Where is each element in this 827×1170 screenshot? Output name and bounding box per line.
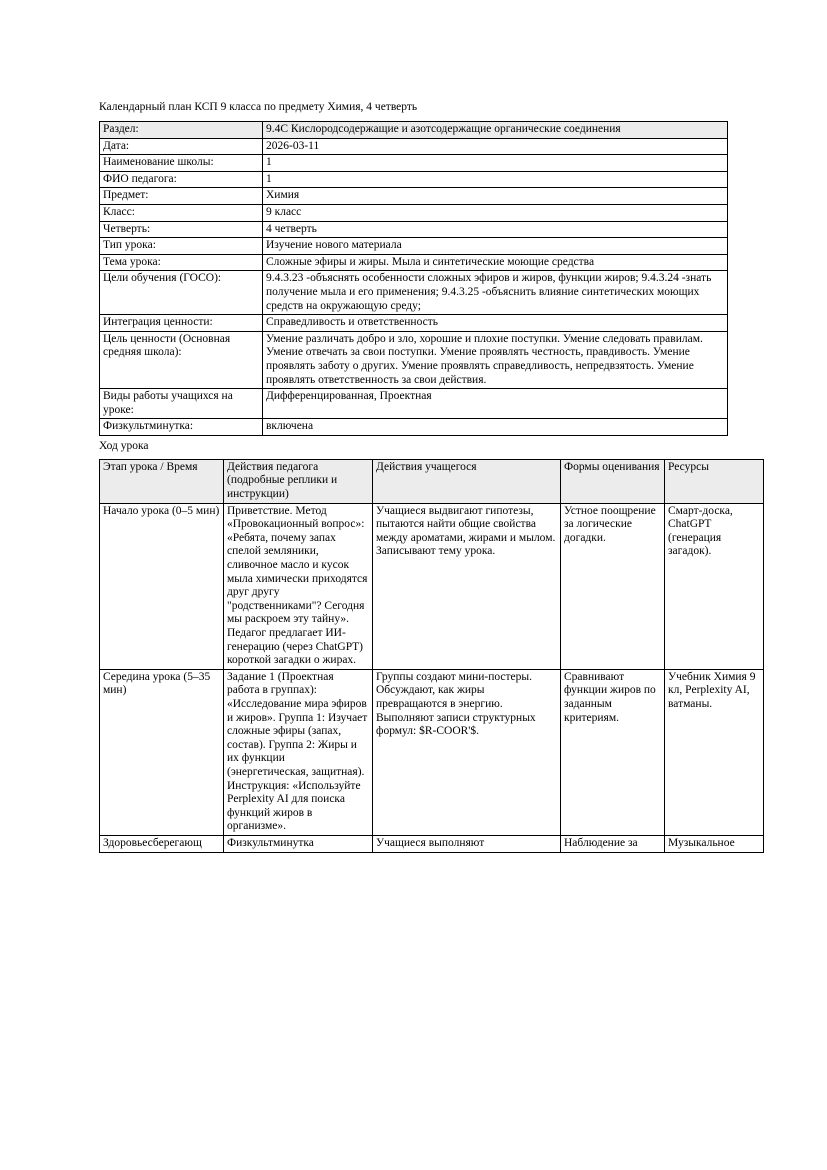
flow-table-header-row xyxy=(100,459,764,503)
info-row-value: 1 xyxy=(263,171,728,188)
table-row xyxy=(100,315,728,332)
info-row-value: Сложные эфиры и жиры. Мыла и синтетические моющие средства xyxy=(263,254,728,271)
info-row-value: Умение различать добро и зло, хорошие и плохие поступки. Умение следовать правилам. Умение отвечать за свои поступки. Умение проявлять честность, правдивость. Умение проявлять заботу о других. Умение проявлять справедливость, непредвзятость. Умение проявлять ответственность за свои действия. xyxy=(263,331,728,388)
info-row-label: Тип урока: xyxy=(100,238,263,255)
flow-cell-teacher-actions: Физкультминутка xyxy=(224,835,373,852)
flow-table-body xyxy=(100,503,764,852)
info-row-label: Предмет: xyxy=(100,188,263,205)
info-row-label: Виды работы учащихся на уроке: xyxy=(100,389,263,419)
table-row xyxy=(100,238,728,255)
flow-cell-assessment: Устное поощрение за логические догадки. xyxy=(561,503,665,669)
info-row-value: Дифференцированная, Проектная xyxy=(263,389,728,419)
table-row xyxy=(100,221,728,238)
table-row xyxy=(100,271,728,315)
column-header-teacher-actions: Действия педагога (подробные реплики и инструкции) xyxy=(224,459,373,503)
flow-cell-stage: Начало урока (0–5 мин) xyxy=(100,503,224,669)
info-row-value: 9.4.3.23 -объяснять особенности сложных эфиров и жиров, функции жиров; 9.4.3.24 -знать получение мыла и его применения; 9.4.3.25 -объяснить влияние синтетических моющих средств на окружающую среду; xyxy=(263,271,728,315)
flow-cell-assessment: Наблюдение за xyxy=(561,835,665,852)
flow-cell-stage: Середина урока (5–35 мин) xyxy=(100,669,224,835)
lesson-info-table xyxy=(99,121,728,436)
page-title: Календарный план КСП 9 класса по предмету Химия, 4 четверть xyxy=(99,101,418,113)
flow-cell-teacher-actions: Задание 1 (Проектная работа в группах): «Исследование мира эфиров и жиров». Группа 1: Изучает сложные эфиры (запах, состав). Группа 2: Жиры и их функции (энергетическая, защитная). Инструкция: «Используйте Perplexity AI для поиска функций жиров в организме». xyxy=(224,669,373,835)
info-row-value: 9 класс xyxy=(263,204,728,221)
table-row xyxy=(100,122,728,139)
table-row xyxy=(100,835,764,852)
info-row-label: Наименование школы: xyxy=(100,155,263,172)
lesson-flow-heading: Ход урока xyxy=(99,439,149,452)
flow-cell-student-actions: Группы создают мини-постеры. Обсуждают, как жиры превращаются в энергию. Выполняют записи структурных формул: $R-COOR'$. xyxy=(373,669,561,835)
info-row-label: Четверть: xyxy=(100,221,263,238)
flow-cell-assessment: Сравнивают функции жиров по заданным критериям. xyxy=(561,669,665,835)
table-row xyxy=(100,138,728,155)
table-row xyxy=(100,503,764,669)
flow-cell-student-actions: Учащиеся выполняют xyxy=(373,835,561,852)
table-row xyxy=(100,171,728,188)
info-row-value: Изучение нового материала xyxy=(263,238,728,255)
table-row xyxy=(100,669,764,835)
flow-table-head xyxy=(100,459,764,503)
column-header-stage: Этап урока / Время xyxy=(100,459,224,503)
info-row-label: Интеграция ценности: xyxy=(100,315,263,332)
info-table-body xyxy=(100,122,728,436)
info-row-label: ФИО педагога: xyxy=(100,171,263,188)
info-row-label: Класс: xyxy=(100,204,263,221)
flow-cell-teacher-actions: Приветствие. Метод «Провокационный вопрос»: «Ребята, почему запах спелой земляники, сливочное масло и кусок мыла химически приходятся друг другу "родственниками"? Сегодня мы раскроем эту тайну». Педагог предлагает ИИ-генерацию (через ChatGPT) короткой загадки о жирах. xyxy=(224,503,373,669)
info-row-label: Физкультминутка: xyxy=(100,419,263,436)
info-row-label: Дата: xyxy=(100,138,263,155)
info-row-value: 2026-03-11 xyxy=(263,138,728,155)
flow-cell-student-actions: Учащиеся выдвигают гипотезы, пытаются найти общие свойства между ароматами, жирами и мылом. Записывают тему урока. xyxy=(373,503,561,669)
info-row-value: Химия xyxy=(263,188,728,205)
info-row-value: 9.4C Кислородсодержащие и азотсодержащие органические соединения xyxy=(263,122,728,139)
table-row xyxy=(100,155,728,172)
flow-cell-resources: Смарт-доска, ChatGPT (генерация загадок). xyxy=(665,503,764,669)
table-row xyxy=(100,254,728,271)
table-row xyxy=(100,331,728,388)
flow-cell-resources: Музыкальное xyxy=(665,835,764,852)
column-header-assessment: Формы оценивания xyxy=(561,459,665,503)
table-row xyxy=(100,419,728,436)
info-row-value: 1 xyxy=(263,155,728,172)
info-row-label: Тема урока: xyxy=(100,254,263,271)
info-row-label: Раздел: xyxy=(100,122,263,139)
info-row-label: Цели обучения (ГОСО): xyxy=(100,271,263,315)
lesson-flow-table xyxy=(99,459,764,853)
info-row-value: Справедливость и ответственность xyxy=(263,315,728,332)
info-row-value: 4 четверть xyxy=(263,221,728,238)
flow-cell-resources: Учебник Химия 9 кл, Perplexity AI, ватманы. xyxy=(665,669,764,835)
table-row xyxy=(100,188,728,205)
info-row-label: Цель ценности (Основная средняя школа): xyxy=(100,331,263,388)
flow-cell-stage: Здоровьесберегающ xyxy=(100,835,224,852)
table-row xyxy=(100,389,728,419)
info-row-value: включена xyxy=(263,419,728,436)
column-header-resources: Ресурсы xyxy=(665,459,764,503)
table-row xyxy=(100,204,728,221)
column-header-student-actions: Действия учащегося xyxy=(373,459,561,503)
